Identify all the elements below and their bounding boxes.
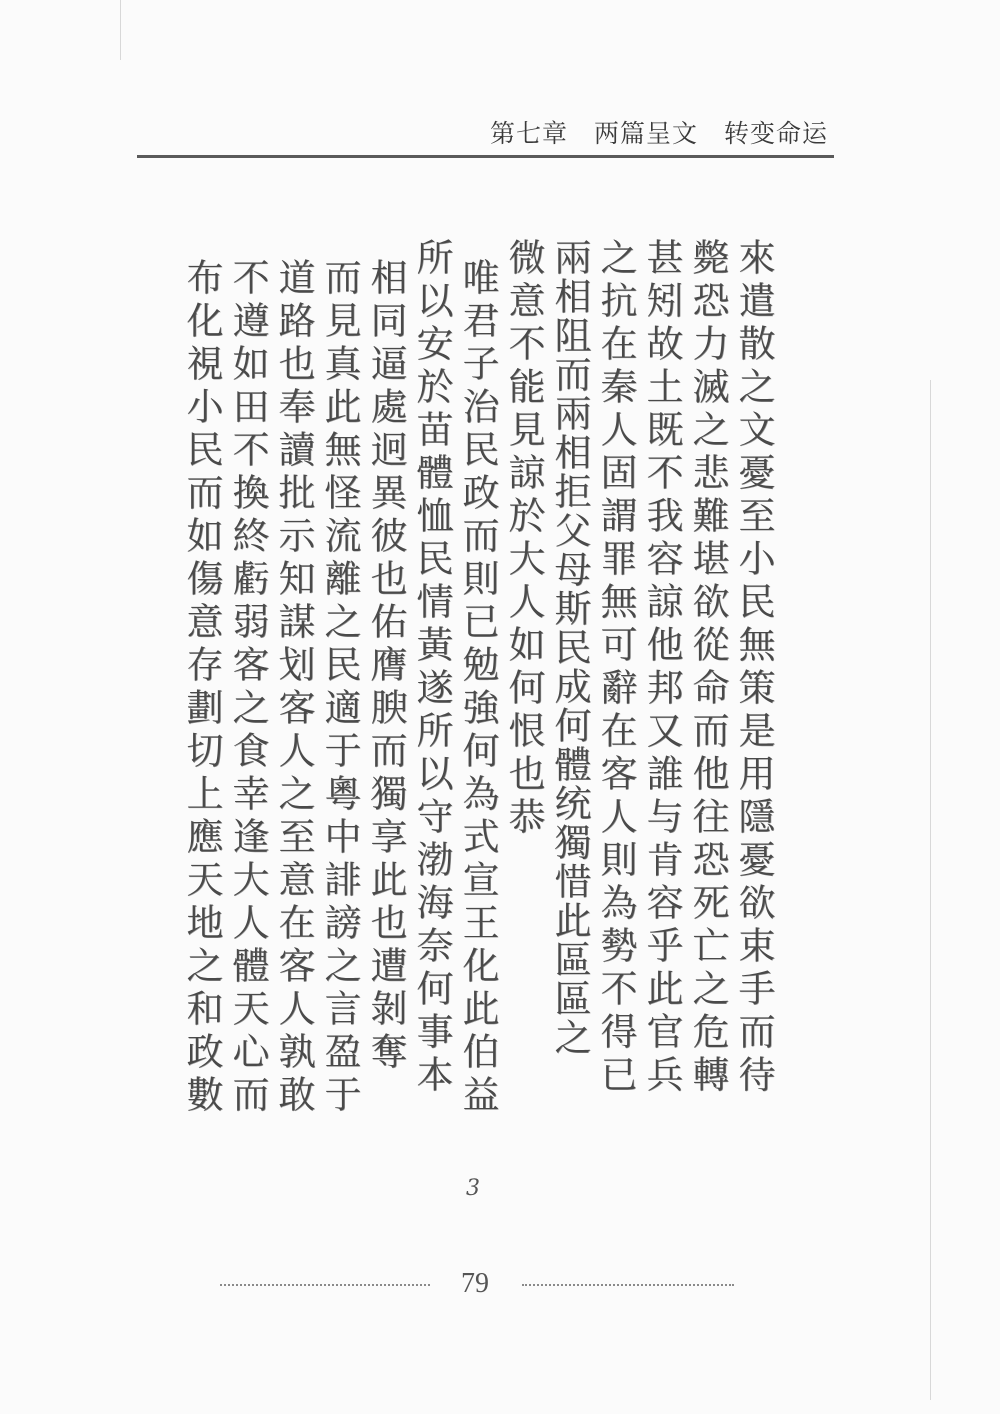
manuscript-column-9: 相同逼處迥異彼也佑膺腴而獨享此也遭剝奪: [364, 258, 407, 1075]
manuscript-column-1: 來遣散之文憂至小民無策是用隱憂欲束手而待: [732, 238, 775, 1098]
manuscript-column-11: 道路也奉讀批示知謀划客人之至意在客人孰敢: [272, 258, 315, 1118]
manuscript-column-7: 唯君子治民政而則已勉強何為式宣王化此伯益: [456, 258, 499, 1118]
manuscript-column-2: 斃恐力滅之悲難堪欲從命而他往恐死亡之危轉: [686, 238, 729, 1098]
manuscript-column-12: 不遵如田不換終虧弱客之食幸逢大人體天心而: [226, 258, 269, 1118]
manuscript-column-6: 微意不能見諒於大人如何恨也恭: [502, 238, 545, 840]
scan-edge-right: [930, 380, 931, 1400]
manuscript-column-5: 兩相阻而兩相拒父母斯民成何體统獨惜此區區之: [548, 238, 591, 1057]
manuscript-column-3: 甚矧故土既不我容諒他邦又誰与肯容乎此官兵: [640, 238, 683, 1098]
footer-rule-right: [522, 1284, 734, 1287]
handwritten-manuscript: [175, 238, 795, 1118]
manuscript-column-13: 布化視小民而如傷意存劃切上應天地之和政數: [180, 258, 223, 1118]
manuscript-column-4: 之抗在秦人固謂罪無可辭在客人則為勢不得已: [594, 238, 637, 1098]
footer-rule-left: [220, 1284, 430, 1287]
handwritten-page-mark: 3: [466, 1176, 480, 1201]
chapter-header: 第七章 两篇呈文 转变命运: [489, 119, 828, 148]
manuscript-column-8: 所以安於苗體恤民情黃遂所以守渤海奈何事本: [410, 238, 453, 1098]
header-rule: [137, 155, 834, 158]
manuscript-column-10: 而見真此無怪流離之民適于粵中誹謗之言盈于: [318, 258, 361, 1118]
page-number: 79: [461, 1268, 489, 1299]
scan-edge-top-left: [120, 0, 121, 60]
